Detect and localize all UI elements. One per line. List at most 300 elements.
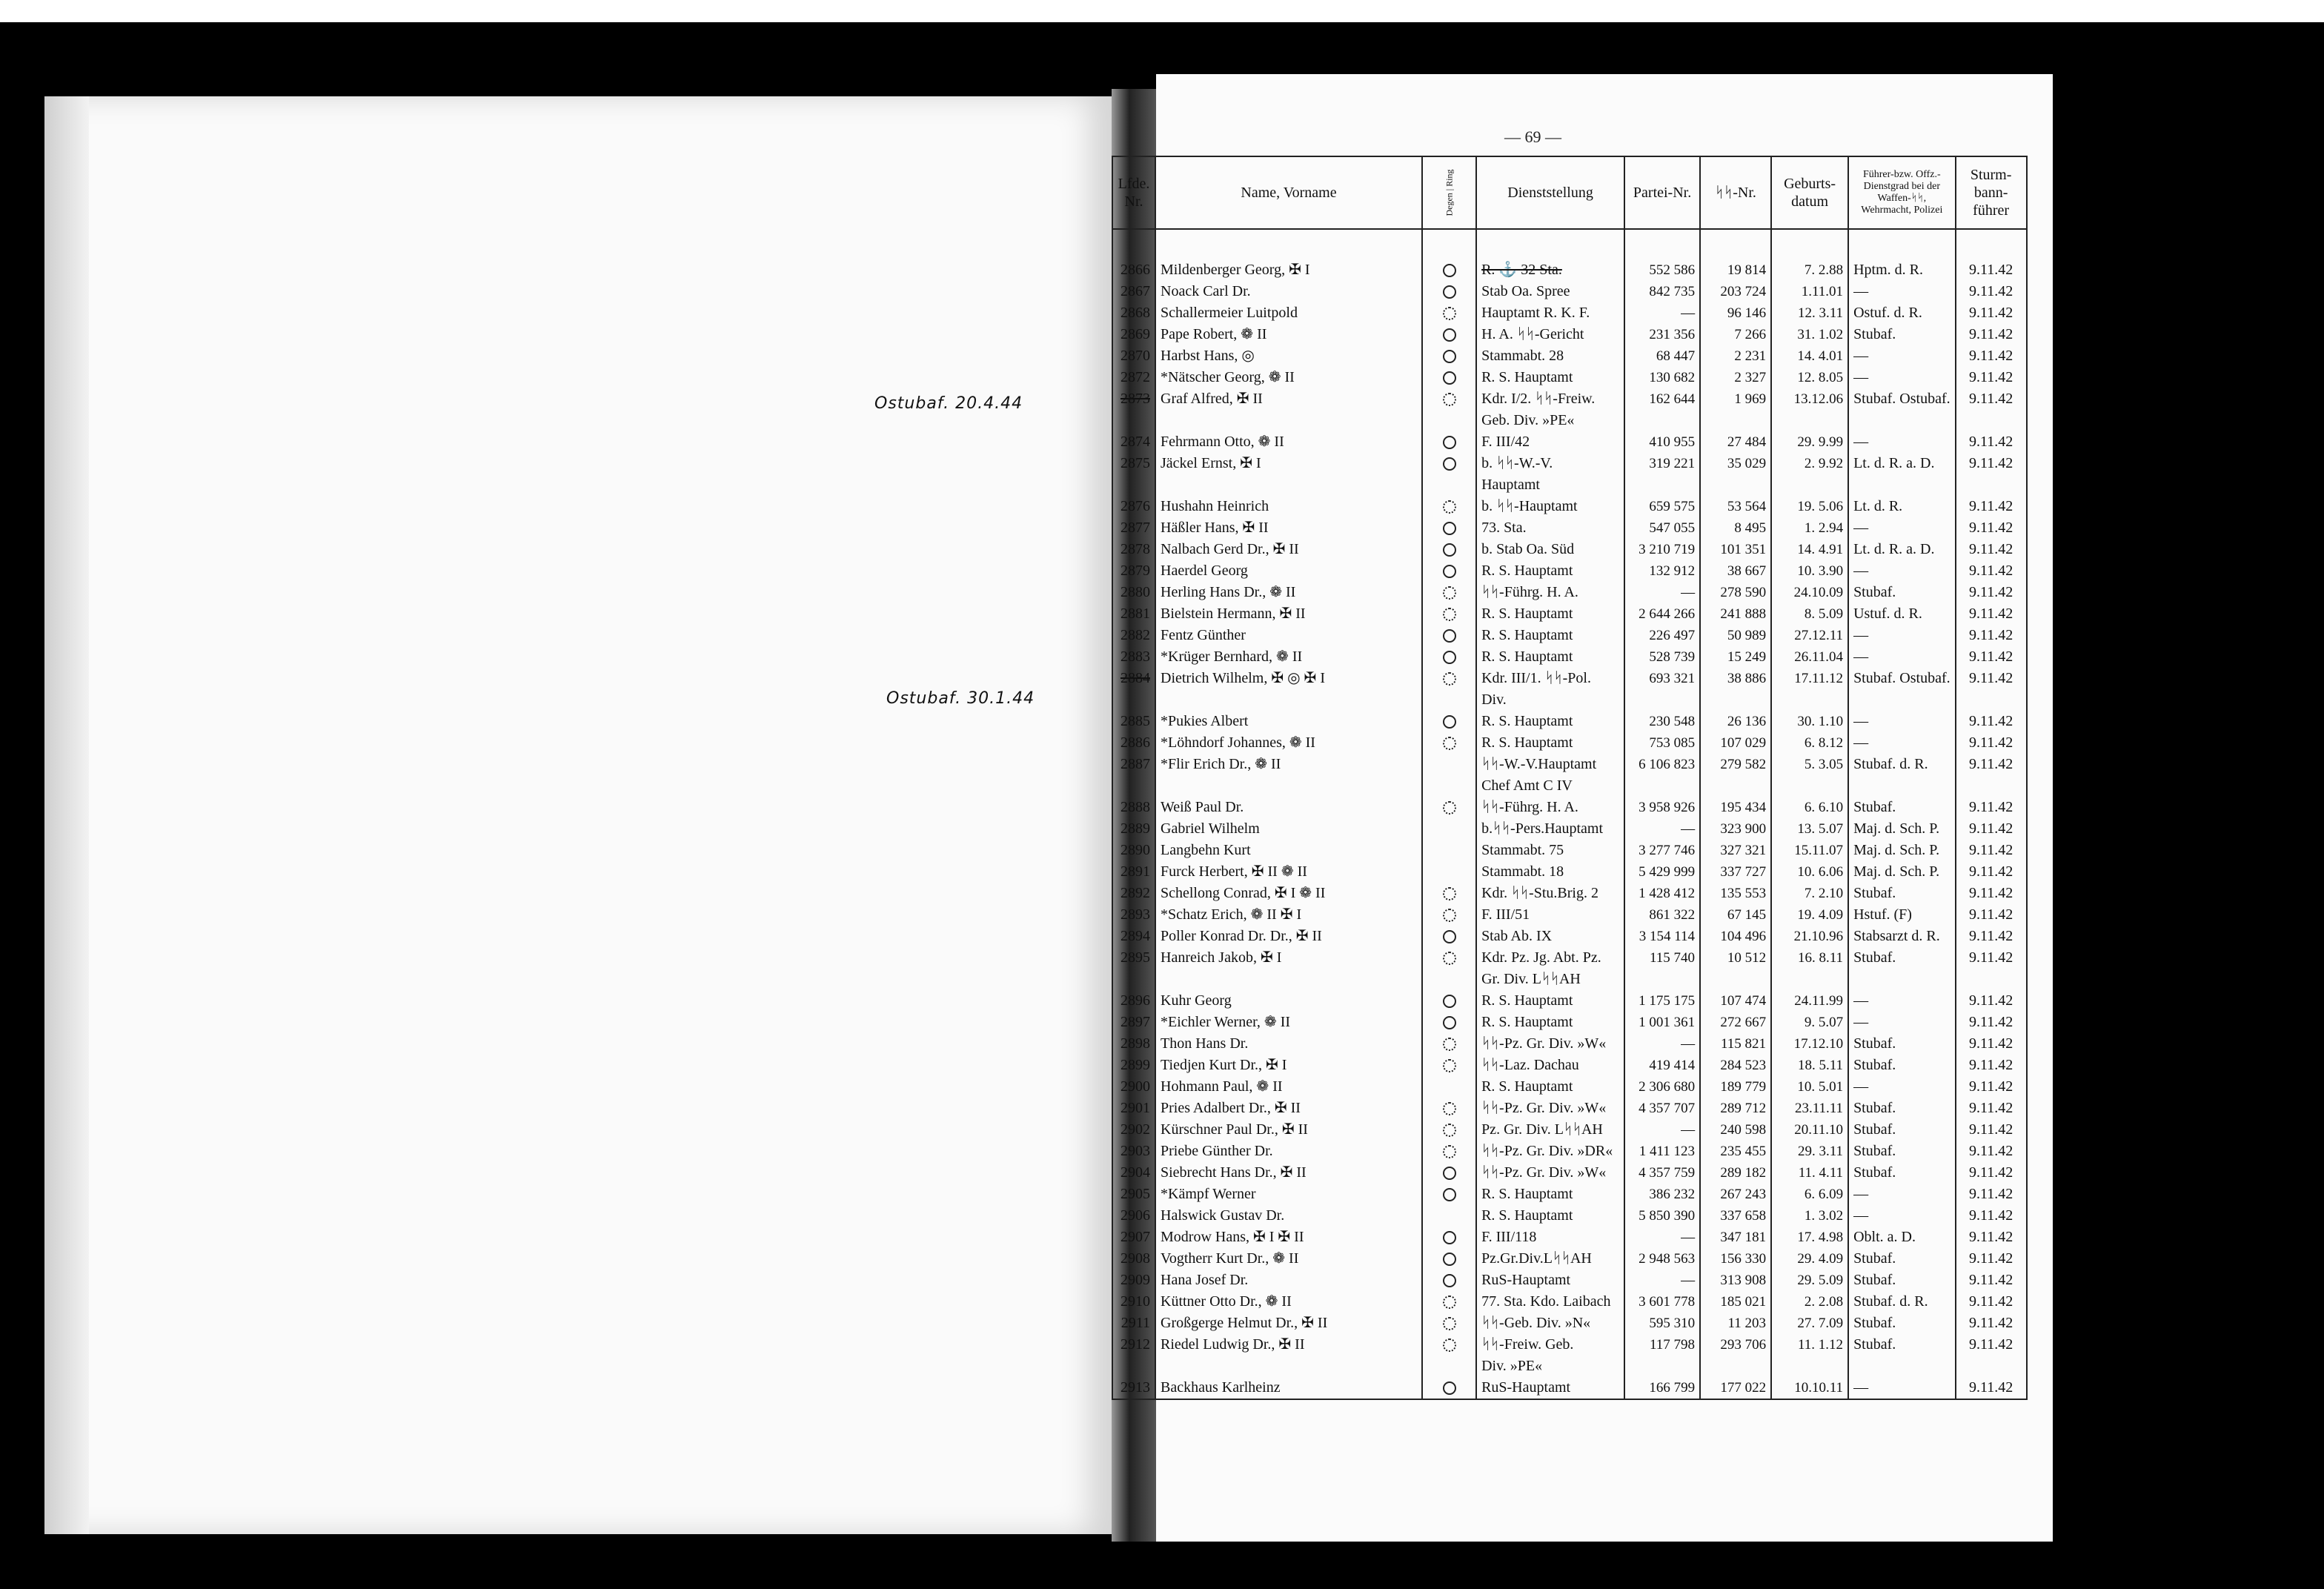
row-ring [1422, 582, 1476, 603]
row-geburtsdatum: 29. 9.99 [1771, 431, 1848, 453]
row-sturmbannfuehrer [1956, 474, 2027, 496]
row-dienst: R. S. Hauptamt [1476, 603, 1624, 625]
row-dienst: Stammabt. 18 [1476, 861, 1624, 883]
row-dienst: Div. [1476, 689, 1624, 711]
row-geburtsdatum: 10. 6.06 [1771, 861, 1848, 883]
row-partei-nr: 68 447 [1624, 345, 1700, 367]
dagger-ring-icon [1443, 1102, 1456, 1115]
row-geburtsdatum: 21.10.96 [1771, 926, 1848, 947]
row-ring [1422, 775, 1476, 797]
row-geburtsdatum: 16. 8.11 [1771, 947, 1848, 969]
row-geburtsdatum: 24.11.99 [1771, 990, 1848, 1012]
row-dienst: H. A. ᛋᛋ-Gericht [1476, 324, 1624, 345]
row-ring [1422, 345, 1476, 367]
row-number: 2874 [1112, 431, 1155, 453]
row-geburtsdatum: 27. 7.09 [1771, 1313, 1848, 1334]
row-partei-nr: 1 411 123 [1624, 1141, 1700, 1162]
row-name: Modrow Hans, ✠ I ✠ II [1155, 1227, 1422, 1248]
row-number: 2909 [1112, 1270, 1155, 1291]
row-ring [1422, 1313, 1476, 1334]
table-row [1112, 453, 2027, 474]
row-name: *Kämpf Werner [1155, 1184, 1422, 1205]
row-dienstgrad: Lt. d. R. [1848, 496, 1956, 517]
handwritten-annotation-1: Ostubaf. 20.4.44 [874, 394, 1023, 413]
row-sturmbannfuehrer [1956, 689, 2027, 711]
row-number: 2911 [1112, 1313, 1155, 1334]
table-row [1112, 818, 2027, 840]
row-sturmbannfuehrer: 9.11.42 [1956, 1270, 2027, 1291]
table-row [1112, 1012, 2027, 1033]
row-ss-nr: 189 779 [1700, 1076, 1771, 1098]
row-number: 2894 [1112, 926, 1155, 947]
row-dienstgrad [1848, 1356, 1956, 1377]
row-name: Poller Konrad Dr. Dr., ✠ II [1155, 926, 1422, 947]
row-dienst: Kdr. ᛋᛋ-Stu.Brig. 2 [1476, 883, 1624, 904]
row-sturmbannfuehrer: 9.11.42 [1956, 668, 2027, 689]
row-partei-nr: 226 497 [1624, 625, 1700, 646]
row-geburtsdatum: 17.12.10 [1771, 1033, 1848, 1055]
register-table [1112, 156, 2028, 1400]
row-sturmbannfuehrer: 9.11.42 [1956, 883, 2027, 904]
row-dienst: RuS-Hauptamt [1476, 1377, 1624, 1399]
ring-icon [1443, 522, 1456, 535]
header-lfd: Lfde. Nr. [1112, 156, 1155, 229]
ring-icon [1443, 1381, 1456, 1395]
row-dienstgrad: Stubaf. [1848, 1119, 1956, 1141]
row-sturmbannfuehrer: 9.11.42 [1956, 1033, 2027, 1055]
row-name: Tiedjen Kurt Dr., ✠ I [1155, 1055, 1422, 1076]
row-number [1112, 474, 1155, 496]
row-geburtsdatum: 15.11.07 [1771, 840, 1848, 861]
row-ss-nr: 27 484 [1700, 431, 1771, 453]
row-partei-nr: 4 357 707 [1624, 1098, 1700, 1119]
row-name: *Flir Erich Dr., ❁ II [1155, 754, 1422, 775]
row-dienstgrad: Maj. d. Sch. P. [1848, 861, 1956, 883]
row-dienst: b. ᛋᛋ-Hauptamt [1476, 496, 1624, 517]
row-name: *Schatz Erich, ❁ II ✠ I [1155, 904, 1422, 926]
row-ss-nr: 284 523 [1700, 1055, 1771, 1076]
row-sturmbannfuehrer: 9.11.42 [1956, 496, 2027, 517]
row-number: 2908 [1112, 1248, 1155, 1270]
row-dienstgrad [1848, 410, 1956, 431]
row-ss-nr: 278 590 [1700, 582, 1771, 603]
row-dienstgrad: Stubaf. [1848, 1270, 1956, 1291]
row-dienstgrad [1848, 969, 1956, 990]
row-ss-nr: 289 182 [1700, 1162, 1771, 1184]
row-ss-nr: 240 598 [1700, 1119, 1771, 1141]
row-name: Mildenberger Georg, ✠ I [1155, 229, 1422, 281]
row-name: Pries Adalbert Dr., ✠ II [1155, 1098, 1422, 1119]
row-dienstgrad: Stubaf. [1848, 947, 1956, 969]
row-dienstgrad: — [1848, 732, 1956, 754]
row-geburtsdatum: 11. 4.11 [1771, 1162, 1848, 1184]
table-row [1112, 1184, 2027, 1205]
row-ring [1422, 281, 1476, 302]
row-ring [1422, 1291, 1476, 1313]
row-dienstgrad: — [1848, 1184, 1956, 1205]
row-dienst: ᛋᛋ-Geb. Div. »N« [1476, 1313, 1624, 1334]
row-ss-nr: 289 712 [1700, 1098, 1771, 1119]
row-partei-nr: 861 322 [1624, 904, 1700, 926]
row-dienstgrad: Stabsarzt d. R. [1848, 926, 1956, 947]
row-ring [1422, 1184, 1476, 1205]
row-number: 2901 [1112, 1098, 1155, 1119]
ring-icon [1443, 371, 1456, 385]
row-dienst: R. S. Hauptamt [1476, 646, 1624, 668]
row-name [1155, 410, 1422, 431]
table-row [1112, 388, 2027, 410]
dagger-ring-icon [1443, 737, 1456, 750]
ring-icon [1443, 350, 1456, 363]
table-row [1112, 1334, 2027, 1356]
row-dienstgrad: Stubaf. [1848, 1313, 1956, 1334]
ring-icon [1443, 651, 1456, 664]
row-ring [1422, 496, 1476, 517]
row-sturmbannfuehrer: 9.11.42 [1956, 904, 2027, 926]
row-geburtsdatum: 8. 5.09 [1771, 603, 1848, 625]
table-row [1112, 1227, 2027, 1248]
row-ring [1422, 1248, 1476, 1270]
row-ring [1422, 861, 1476, 883]
row-partei-nr: — [1624, 1033, 1700, 1055]
row-ring [1422, 539, 1476, 560]
row-dienst: R. S. Hauptamt [1476, 560, 1624, 582]
row-partei-nr: 115 740 [1624, 947, 1700, 969]
table-row [1112, 904, 2027, 926]
row-number: 2898 [1112, 1033, 1155, 1055]
row-name: Halswick Gustav Dr. [1155, 1205, 1422, 1227]
row-partei-nr: 552 586 [1624, 229, 1700, 281]
row-sturmbannfuehrer [1956, 969, 2027, 990]
row-dienstgrad: — [1848, 345, 1956, 367]
row-number: 2892 [1112, 883, 1155, 904]
row-name: *Löhndorf Johannes, ❁ II [1155, 732, 1422, 754]
row-partei-nr: 5 850 390 [1624, 1205, 1700, 1227]
row-ring [1422, 1334, 1476, 1356]
row-name: Nalbach Gerd Dr., ✠ II [1155, 539, 1422, 560]
row-geburtsdatum: 27.12.11 [1771, 625, 1848, 646]
row-sturmbannfuehrer: 9.11.42 [1956, 1248, 2027, 1270]
row-ring [1422, 474, 1476, 496]
row-name: Kuhr Georg [1155, 990, 1422, 1012]
row-ss-nr: 327 321 [1700, 840, 1771, 861]
row-sturmbannfuehrer: 9.11.42 [1956, 840, 2027, 861]
row-ss-nr: 337 727 [1700, 861, 1771, 883]
row-dienst: Stab Oa. Spree [1476, 281, 1624, 302]
header-name: Name, Vorname [1155, 156, 1422, 229]
row-dienst: R. S. Hauptamt [1476, 732, 1624, 754]
row-geburtsdatum [1771, 775, 1848, 797]
ring-icon [1443, 1188, 1456, 1201]
row-sturmbannfuehrer: 9.11.42 [1956, 1227, 2027, 1248]
table-row [1112, 603, 2027, 625]
row-dienst: R. S. Hauptamt [1476, 990, 1624, 1012]
dagger-ring-icon [1443, 801, 1456, 815]
row-number: 2878 [1112, 539, 1155, 560]
row-name [1155, 969, 1422, 990]
row-sturmbannfuehrer: 9.11.42 [1956, 754, 2027, 775]
row-sturmbannfuehrer: 9.11.42 [1956, 1313, 2027, 1334]
row-dienst: 73. Sta. [1476, 517, 1624, 539]
row-sturmbannfuehrer: 9.11.42 [1956, 1055, 2027, 1076]
row-geburtsdatum: 12. 8.05 [1771, 367, 1848, 388]
row-ss-nr: 272 667 [1700, 1012, 1771, 1033]
row-name: Bielstein Hermann, ✠ II [1155, 603, 1422, 625]
row-name: *Nätscher Georg, ❁ II [1155, 367, 1422, 388]
row-sturmbannfuehrer: 9.11.42 [1956, 947, 2027, 969]
row-partei-nr: 3 958 926 [1624, 797, 1700, 818]
row-ring [1422, 754, 1476, 775]
row-geburtsdatum [1771, 1356, 1848, 1377]
ring-icon [1443, 565, 1456, 578]
row-ss-nr: 38 886 [1700, 668, 1771, 689]
table-row [1112, 754, 2027, 775]
row-name: Harbst Hans, ◎ [1155, 345, 1422, 367]
row-number: 2870 [1112, 345, 1155, 367]
row-geburtsdatum: 1. 2.94 [1771, 517, 1848, 539]
row-ring [1422, 969, 1476, 990]
row-ring [1422, 431, 1476, 453]
row-name: Kürschner Paul Dr., ✠ II [1155, 1119, 1422, 1141]
row-dienst: Hauptamt R. K. F. [1476, 302, 1624, 324]
row-sturmbannfuehrer: 9.11.42 [1956, 431, 2027, 453]
row-name: Fehrmann Otto, ❁ II [1155, 431, 1422, 453]
row-number: 2885 [1112, 711, 1155, 732]
row-sturmbannfuehrer: 9.11.42 [1956, 1334, 2027, 1356]
row-number: 2896 [1112, 990, 1155, 1012]
row-ss-nr: 2 327 [1700, 367, 1771, 388]
row-name: Gabriel Wilhelm [1155, 818, 1422, 840]
ring-icon [1443, 457, 1456, 471]
row-name [1155, 775, 1422, 797]
row-partei-nr: — [1624, 1119, 1700, 1141]
row-geburtsdatum: 10. 5.01 [1771, 1076, 1848, 1098]
row-partei-nr: — [1624, 1270, 1700, 1291]
row-number [1112, 410, 1155, 431]
row-dienstgrad: — [1848, 517, 1956, 539]
row-number [1112, 969, 1155, 990]
row-dienst: R. S. Hauptamt [1476, 1184, 1624, 1205]
row-geburtsdatum: 12. 3.11 [1771, 302, 1848, 324]
row-sturmbannfuehrer: 9.11.42 [1956, 302, 2027, 324]
row-ss-nr: 50 989 [1700, 625, 1771, 646]
row-dienstgrad: Maj. d. Sch. P. [1848, 840, 1956, 861]
row-partei-nr: 319 221 [1624, 453, 1700, 474]
row-ss-nr: 203 724 [1700, 281, 1771, 302]
row-ss-nr: 67 145 [1700, 904, 1771, 926]
row-ring [1422, 625, 1476, 646]
row-sturmbannfuehrer: 9.11.42 [1956, 1076, 2027, 1098]
row-geburtsdatum: 31. 1.02 [1771, 324, 1848, 345]
row-number: 2899 [1112, 1055, 1155, 1076]
row-ring [1422, 302, 1476, 324]
table-row [1112, 474, 2027, 496]
row-ring [1422, 1076, 1476, 1098]
row-dienstgrad: Stubaf. Ostubaf. [1848, 388, 1956, 410]
table-row [1112, 990, 2027, 1012]
row-ss-nr: 185 021 [1700, 1291, 1771, 1313]
row-number: 2895 [1112, 947, 1155, 969]
row-number: 2902 [1112, 1119, 1155, 1141]
table-row [1112, 281, 2027, 302]
register-body [1112, 229, 2027, 1399]
row-partei-nr: 166 799 [1624, 1377, 1700, 1399]
row-ss-nr [1700, 410, 1771, 431]
row-geburtsdatum [1771, 689, 1848, 711]
table-row [1112, 1248, 2027, 1270]
row-ss-nr: 241 888 [1700, 603, 1771, 625]
row-geburtsdatum: 29. 3.11 [1771, 1141, 1848, 1162]
row-ring [1422, 818, 1476, 840]
row-ss-nr [1700, 474, 1771, 496]
row-partei-nr: 4 357 759 [1624, 1162, 1700, 1184]
row-partei-nr: 693 321 [1624, 668, 1700, 689]
row-ss-nr: 38 667 [1700, 560, 1771, 582]
row-partei-nr: 3 277 746 [1624, 840, 1700, 861]
row-partei-nr: 1 175 175 [1624, 990, 1700, 1012]
row-ss-nr: 279 582 [1700, 754, 1771, 775]
row-partei-nr: 753 085 [1624, 732, 1700, 754]
row-number: 2886 [1112, 732, 1155, 754]
row-dienst: ᛋᛋ-Führg. H. A. [1476, 582, 1624, 603]
row-sturmbannfuehrer: 9.11.42 [1956, 646, 2027, 668]
row-number: 2876 [1112, 496, 1155, 517]
table-row [1112, 302, 2027, 324]
row-dienst: Kdr. III/1. ᛋᛋ-Pol. [1476, 668, 1624, 689]
row-partei-nr: — [1624, 1227, 1700, 1248]
row-partei-nr: 5 429 999 [1624, 861, 1700, 883]
row-dienst: 77. Sta. Kdo. Laibach [1476, 1291, 1624, 1313]
row-partei-nr [1624, 474, 1700, 496]
row-geburtsdatum: 6. 6.09 [1771, 1184, 1848, 1205]
row-dienst: F. III/51 [1476, 904, 1624, 926]
row-ring [1422, 711, 1476, 732]
dagger-ring-icon [1443, 393, 1456, 406]
row-number: 2905 [1112, 1184, 1155, 1205]
row-number: 2875 [1112, 453, 1155, 474]
left-page [44, 96, 1112, 1534]
row-ss-nr: 53 564 [1700, 496, 1771, 517]
row-name: Dietrich Wilhelm, ✠ ◎ ✠ I [1155, 668, 1422, 689]
row-number: 2910 [1112, 1291, 1155, 1313]
table-row [1112, 1291, 2027, 1313]
dagger-ring-icon [1443, 909, 1456, 922]
row-name: Hushahn Heinrich [1155, 496, 1422, 517]
row-sturmbannfuehrer: 9.11.42 [1956, 367, 2027, 388]
row-number: 2912 [1112, 1334, 1155, 1356]
dagger-ring-icon [1443, 307, 1456, 320]
row-ring [1422, 732, 1476, 754]
row-number: 2897 [1112, 1012, 1155, 1033]
row-dienst: Gr. Div. LᛋᛋAH [1476, 969, 1624, 990]
row-name: Schellong Conrad, ✠ I ❁ II [1155, 883, 1422, 904]
row-partei-nr: 386 232 [1624, 1184, 1700, 1205]
row-sturmbannfuehrer: 9.11.42 [1956, 732, 2027, 754]
row-ss-nr: 19 814 [1700, 229, 1771, 281]
ring-icon [1443, 715, 1456, 729]
row-partei-nr: 3 210 719 [1624, 539, 1700, 560]
row-dienst: Div. »PE« [1476, 1356, 1624, 1377]
row-ring [1422, 947, 1476, 969]
table-row [1112, 969, 2027, 990]
row-partei-nr [1624, 775, 1700, 797]
row-ring [1422, 1356, 1476, 1377]
row-partei-nr: 2 948 563 [1624, 1248, 1700, 1270]
row-dienst: ᛋᛋ-Laz. Dachau [1476, 1055, 1624, 1076]
row-dienst: RuS-Hauptamt [1476, 1270, 1624, 1291]
table-row [1112, 797, 2027, 818]
row-number: 2866 [1112, 229, 1155, 281]
row-ring [1422, 324, 1476, 345]
row-ss-nr: 15 249 [1700, 646, 1771, 668]
row-number: 2882 [1112, 625, 1155, 646]
row-dienst: R. S. Hauptamt [1476, 1076, 1624, 1098]
row-dienstgrad [1848, 474, 1956, 496]
dagger-ring-icon [1443, 500, 1456, 514]
row-dienst: R. S. Hauptamt [1476, 1012, 1624, 1033]
row-geburtsdatum [1771, 969, 1848, 990]
row-ring [1422, 1270, 1476, 1291]
row-partei-nr: 132 912 [1624, 560, 1700, 582]
row-ss-nr: 1 969 [1700, 388, 1771, 410]
row-name: *Pukies Albert [1155, 711, 1422, 732]
row-sturmbannfuehrer: 9.11.42 [1956, 388, 2027, 410]
row-partei-nr: 659 575 [1624, 496, 1700, 517]
row-sturmbannfuehrer: 9.11.42 [1956, 453, 2027, 474]
row-ring [1422, 1033, 1476, 1055]
table-row [1112, 1270, 2027, 1291]
ring-icon [1443, 1231, 1456, 1244]
row-ss-nr: 8 495 [1700, 517, 1771, 539]
row-dienstgrad: — [1848, 646, 1956, 668]
row-name: Fentz Günther [1155, 625, 1422, 646]
table-row [1112, 345, 2027, 367]
row-dienstgrad: — [1848, 1377, 1956, 1399]
row-sturmbannfuehrer: 9.11.42 [1956, 324, 2027, 345]
row-geburtsdatum: 24.10.09 [1771, 582, 1848, 603]
dagger-ring-icon [1443, 608, 1456, 621]
row-geburtsdatum: 7. 2.10 [1771, 883, 1848, 904]
row-sturmbannfuehrer: 9.11.42 [1956, 1119, 2027, 1141]
row-ss-nr: 313 908 [1700, 1270, 1771, 1291]
row-dienstgrad: Stubaf. [1848, 1055, 1956, 1076]
row-dienst: ᛋᛋ-Freiw. Geb. [1476, 1334, 1624, 1356]
row-ss-nr: 7 266 [1700, 324, 1771, 345]
row-ring [1422, 883, 1476, 904]
row-sturmbannfuehrer: 9.11.42 [1956, 1141, 2027, 1162]
row-name: Siebrecht Hans Dr., ✠ II [1155, 1162, 1422, 1184]
row-ss-nr: 11 203 [1700, 1313, 1771, 1334]
row-ss-nr: 177 022 [1700, 1377, 1771, 1399]
row-ss-nr: 2 231 [1700, 345, 1771, 367]
table-row [1112, 861, 2027, 883]
row-ring [1422, 560, 1476, 582]
row-dienst: Pz. Gr. Div. LᛋᛋAH [1476, 1119, 1624, 1141]
header-dienst: Dienststellung [1476, 156, 1624, 229]
row-name: Hana Josef Dr. [1155, 1270, 1422, 1291]
dagger-ring-icon [1443, 1296, 1456, 1309]
row-name [1155, 1356, 1422, 1377]
header-ring: Degen | Ring [1422, 156, 1476, 229]
row-geburtsdatum: 29. 5.09 [1771, 1270, 1848, 1291]
row-dienstgrad: Stubaf. [1848, 582, 1956, 603]
row-sturmbannfuehrer: 9.11.42 [1956, 603, 2027, 625]
row-dienst: Stammabt. 75 [1476, 840, 1624, 861]
row-ring [1422, 990, 1476, 1012]
row-partei-nr: 1 001 361 [1624, 1012, 1700, 1033]
table-row [1112, 1119, 2027, 1141]
row-geburtsdatum: 11. 1.12 [1771, 1334, 1848, 1356]
